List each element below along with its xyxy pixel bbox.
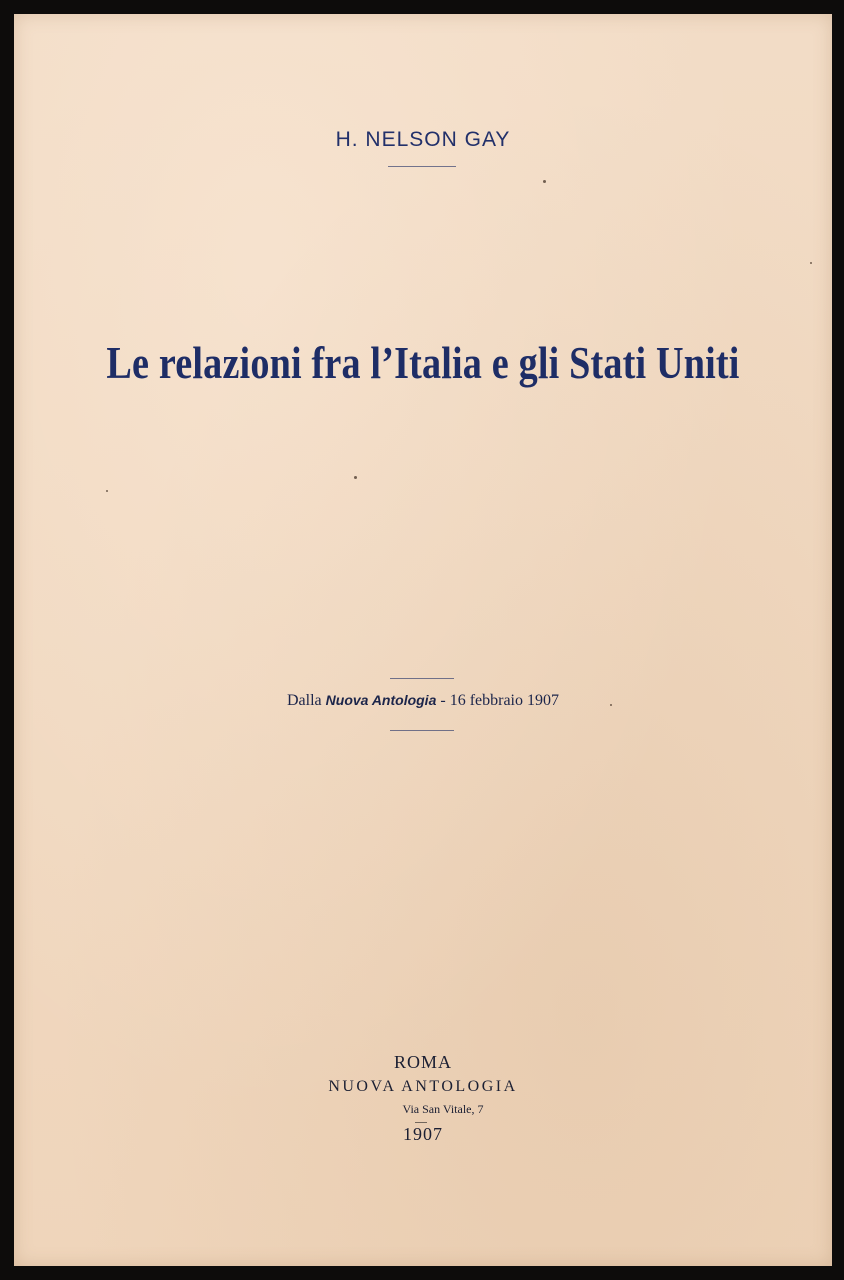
imprint-year: 1907 <box>403 1124 443 1144</box>
source-divider-bottom <box>390 730 454 731</box>
source-journal: Nuova Antologia <box>325 692 437 708</box>
imprint-city: ROMA <box>393 1052 452 1072</box>
imprint-publisher: NUOVA ANTOLOGIA <box>328 1078 518 1095</box>
author-divider <box>388 166 456 167</box>
source-date: - 16 febbraio 1907 <box>440 692 559 709</box>
paper-speck <box>810 262 812 264</box>
year-divider <box>415 1122 427 1123</box>
author-name: H. NELSON GAY <box>335 128 511 151</box>
paper-speck <box>354 476 357 479</box>
paper-speck <box>610 704 612 706</box>
document-title: Le relazioni fra l’Italia e gli Stati Uniti <box>106 337 740 388</box>
imprint-address: Via San Vitale, 7 <box>402 1102 484 1116</box>
source-divider-top <box>390 678 454 679</box>
source-prefix: Dalla <box>287 692 322 709</box>
paper-speck <box>543 180 546 183</box>
source-line <box>14 692 832 710</box>
paper-speck <box>106 490 108 492</box>
document-page <box>14 14 832 1266</box>
